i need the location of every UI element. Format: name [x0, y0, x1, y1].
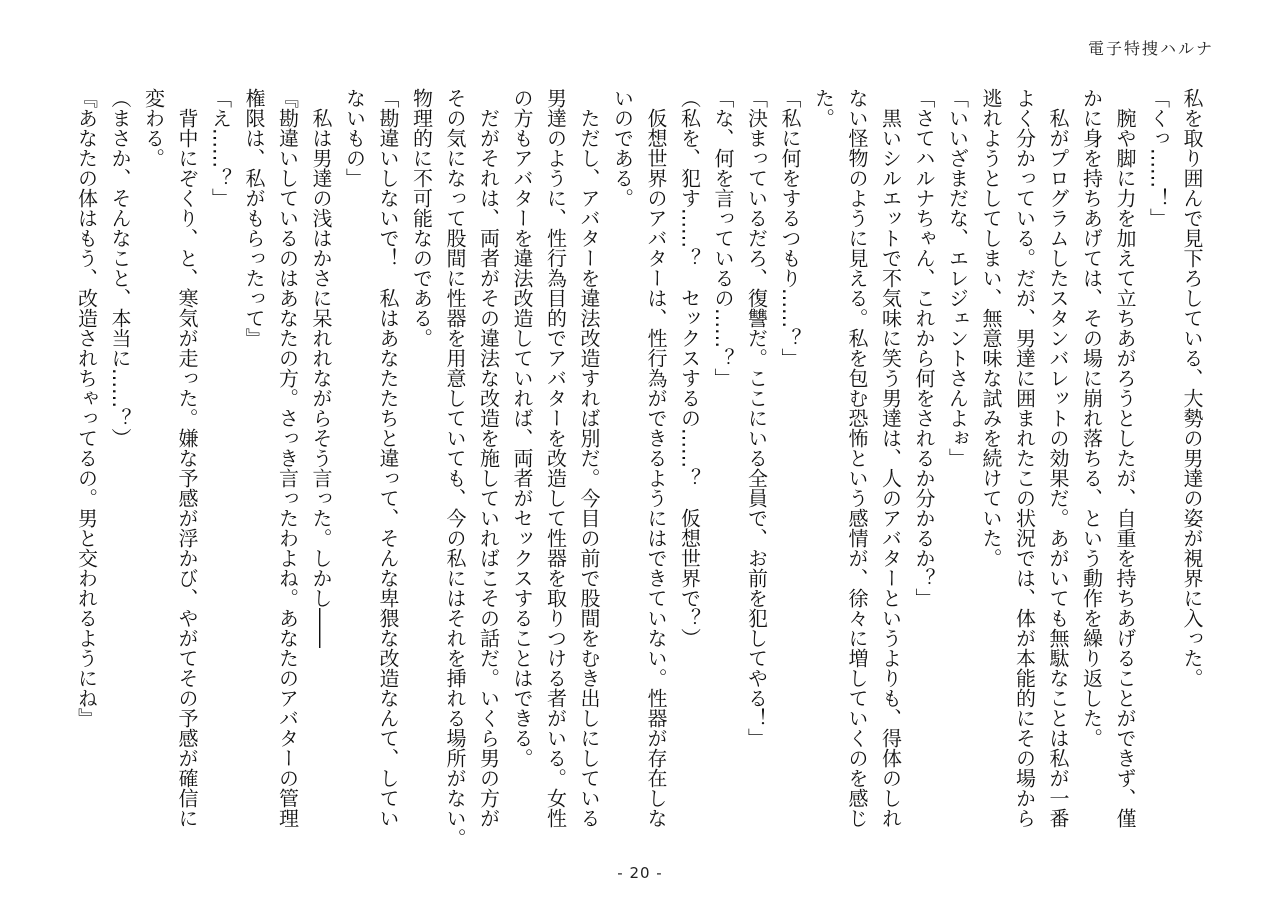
text-column: 「くっ……！」	[1146, 88, 1171, 228]
text-column: 「え……？」	[208, 88, 233, 208]
text-column: 権限は、私がもらったって』	[242, 88, 266, 348]
text-column: 背中にぞくり、と、寒気が走った。嫌な予感が浮かび、やがてその予感が確信に	[175, 108, 199, 828]
text-column: 変わる。	[141, 88, 166, 168]
page-header-title: 電子特捜ハルナ	[1087, 39, 1214, 58]
text-column: 「さてハルナちゃん、これから何をされるか分かるか？」	[912, 88, 936, 608]
text-column: （私を、犯す……？ セックスするの……？ 仮想世界で？）	[677, 88, 702, 648]
text-column: 『あなたの体はもう、改造されちゃってるの。男と交われるようにね』	[74, 88, 99, 728]
text-column: だがそれは、両者がその違法な改造を施していればこその話だ。いくら男の方が	[476, 108, 501, 828]
text-column: の方もアバターを違法改造していれば、両者がセックスすることはできる。	[510, 88, 534, 768]
text-column: ないもの」	[342, 88, 367, 188]
page-number: - 20 -	[617, 864, 663, 882]
text-column: 「いいざまだな、エレジェントさんよぉ」	[945, 88, 970, 468]
text-column: 私がプログラムしたスタンバレットの効果だ。あがいても無駄なことは私が一番	[1046, 108, 1070, 828]
text-column: 黒いシルエットで不気味に笑う男達は、人のアバターというよりも、得体のしれ	[878, 108, 903, 828]
text-column: ない怪物のように見える。私を包む恐怖という感情が、徐々に増していくのを感じ	[845, 88, 869, 828]
text-column: いのである。	[610, 88, 635, 208]
text-column: 男達のように、性行為目的でアバターを改造して性器を取りつける者がいる。女性	[543, 88, 568, 828]
text-column: （まさか、そんなこと、本当に……？）	[108, 88, 132, 448]
text-column: 「勘違いしないで！ 私はあなたたちと違って、そんな卑猥な改造なんて、してい	[376, 88, 400, 828]
text-column: 「私に何をするつもり……？」	[778, 88, 802, 368]
text-column: 私は男達の浅はかさに呆れれながらそう言った。しかし――	[309, 108, 333, 648]
text-column: 『勘違いしているのはあなたの方。さっき言ったわよね。あなたのアバターの管理	[275, 88, 300, 828]
text-column: た。	[811, 88, 836, 128]
text-column: 仮想世界のアバターは、性行為ができるようにはできていない。性器が存在しな	[644, 108, 668, 828]
page-text-body	[69, 88, 1208, 866]
text-column: 物理的に不可能なのである。	[409, 88, 434, 348]
text-column: その気になって股間に性器を用意していても、今の私にはそれを挿れる場所がない。	[443, 88, 467, 848]
text-column: ただし、アバターを違法改造すれば別だ。今目の前で股間をむき出しにしている	[577, 108, 601, 828]
text-column: 「な、何を言っているの……？」	[711, 88, 735, 388]
text-column: 腕や脚に力を加えて立ちあがろうとしたが、自重を持ちあげることができず、僅	[1113, 108, 1137, 828]
text-column: 逃れようとしてしまい、無意味な試みを続けていた。	[979, 88, 1003, 568]
text-column: よく分かっている。だが、男達に囲まれたこの状況では、体が本能的にその場から	[1012, 88, 1037, 828]
text-column: 「決まっているだろ、復讐だ。ここにいる全員で、お前を犯してやる！」	[744, 88, 769, 748]
text-column: 私を取り囲んで見下ろしている、大勢の男達の姿が視界に入った。	[1180, 88, 1204, 688]
text-column: かに身を持ちあげては、その場に崩れ落ちる、という動作を繰り返した。	[1079, 88, 1104, 748]
